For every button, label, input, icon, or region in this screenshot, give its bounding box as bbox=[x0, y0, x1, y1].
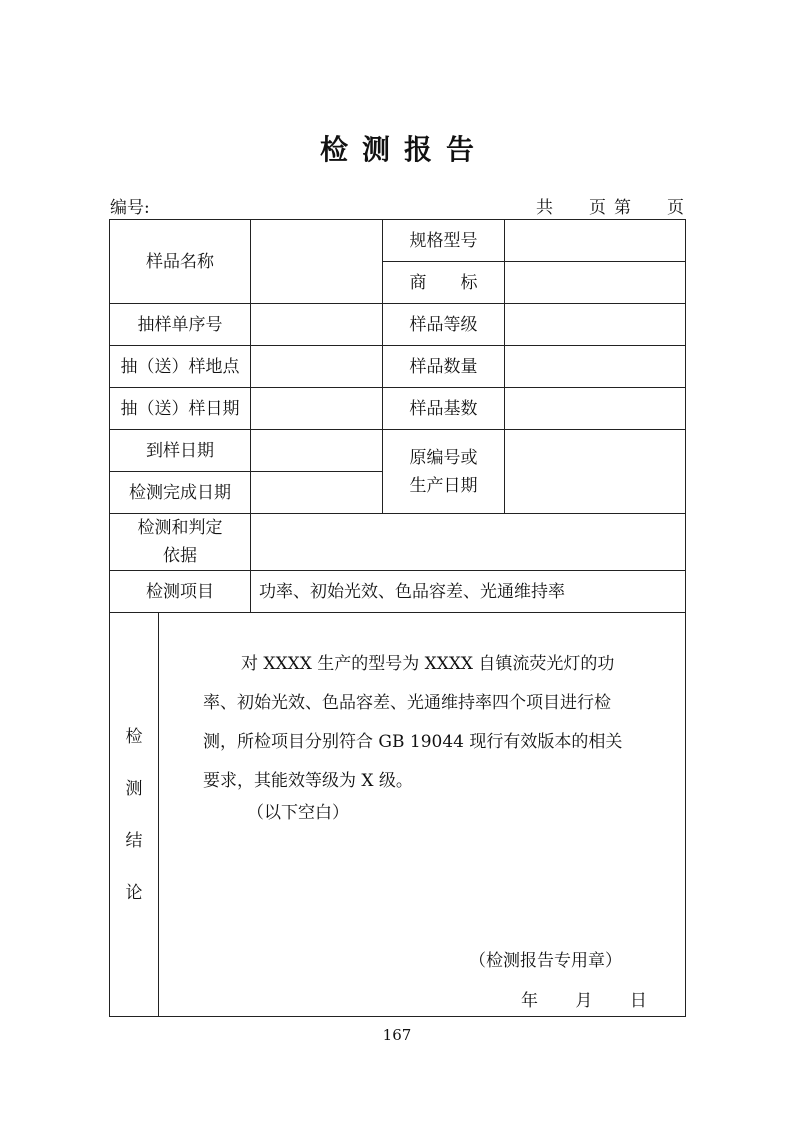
blank-note: （以下空白） bbox=[247, 803, 349, 823]
test-items-value: 功率、初始光效、色品容差、光通维持率 bbox=[251, 571, 686, 613]
sampling-date-label: 抽（送）样日期 bbox=[110, 388, 251, 430]
sampling-place-label: 抽（送）样地点 bbox=[110, 346, 251, 388]
conclusion-text: 对 XXXX 生产的型号为 XXXX 自镇流荧光灯的功率、初始光效、色品容差、光通维持率四个项目进行检测，所检项目分别符合 GB 19044 现行有效版本的相关要求，其能效等级为 X 级。 bbox=[203, 654, 623, 791]
arrival-date-label: 到样日期 bbox=[110, 430, 251, 472]
sampling-place-value[interactable] bbox=[251, 346, 383, 388]
basis-line2: 依据 bbox=[163, 546, 197, 566]
report-title: 检测报告 bbox=[319, 133, 488, 166]
basis-line1: 检测和判定 bbox=[137, 518, 223, 538]
total-label: 共 bbox=[536, 198, 553, 218]
conclusion-char-1: 检 bbox=[125, 726, 143, 747]
serial-number-label: 编号: bbox=[110, 198, 150, 218]
conclusion-char-4: 论 bbox=[125, 882, 143, 903]
sample-base-label: 样品基数 bbox=[383, 388, 505, 430]
page-no-label: 第 bbox=[614, 198, 631, 218]
sample-name-label: 样品名称 bbox=[110, 220, 251, 304]
conclusion-char-3: 结 bbox=[125, 830, 143, 851]
sample-grade-value[interactable] bbox=[505, 304, 686, 346]
basis-label bbox=[110, 514, 251, 571]
orig-serial-value[interactable] bbox=[505, 430, 686, 514]
trademark-value[interactable] bbox=[505, 262, 686, 304]
sampling-order-label: 抽样单序号 bbox=[110, 304, 251, 346]
sample-name-value[interactable] bbox=[251, 220, 383, 304]
sample-qty-label: 样品数量 bbox=[383, 346, 505, 388]
date-line bbox=[521, 987, 647, 1015]
finish-date-value[interactable] bbox=[251, 472, 383, 514]
spec-model-value[interactable] bbox=[505, 220, 686, 262]
sampling-order-value[interactable] bbox=[251, 304, 383, 346]
conclusion-char-2: 测 bbox=[125, 778, 143, 799]
year-label: 年 bbox=[521, 991, 538, 1011]
orig-serial-line1: 原编号或 bbox=[409, 447, 478, 468]
month-label: 月 bbox=[575, 991, 593, 1011]
report-table bbox=[109, 219, 686, 1017]
test-items-label: 检测项目 bbox=[110, 571, 251, 613]
arrival-date-value[interactable] bbox=[251, 430, 383, 472]
page-suffix-label: 页 bbox=[667, 198, 684, 218]
pages-label: 页 bbox=[589, 198, 606, 218]
page-count bbox=[536, 193, 684, 218]
orig-serial-label bbox=[383, 430, 505, 514]
trademark-label: 商 标 bbox=[383, 262, 505, 304]
sampling-date-value[interactable] bbox=[251, 388, 383, 430]
stamp-note: （检测报告专用章） bbox=[469, 951, 622, 971]
orig-serial-line2: 生产日期 bbox=[409, 475, 478, 496]
page-number: 167 bbox=[382, 1026, 412, 1044]
sample-base-value[interactable] bbox=[505, 388, 686, 430]
spec-model-label: 规格型号 bbox=[383, 220, 505, 262]
sample-qty-value[interactable] bbox=[505, 346, 686, 388]
conclusion-label bbox=[110, 613, 159, 1017]
sample-grade-label: 样品等级 bbox=[383, 304, 505, 346]
basis-value[interactable] bbox=[251, 514, 686, 571]
finish-date-label: 检测完成日期 bbox=[110, 472, 251, 514]
day-label: 日 bbox=[629, 991, 647, 1011]
conclusion-body bbox=[159, 613, 686, 1017]
